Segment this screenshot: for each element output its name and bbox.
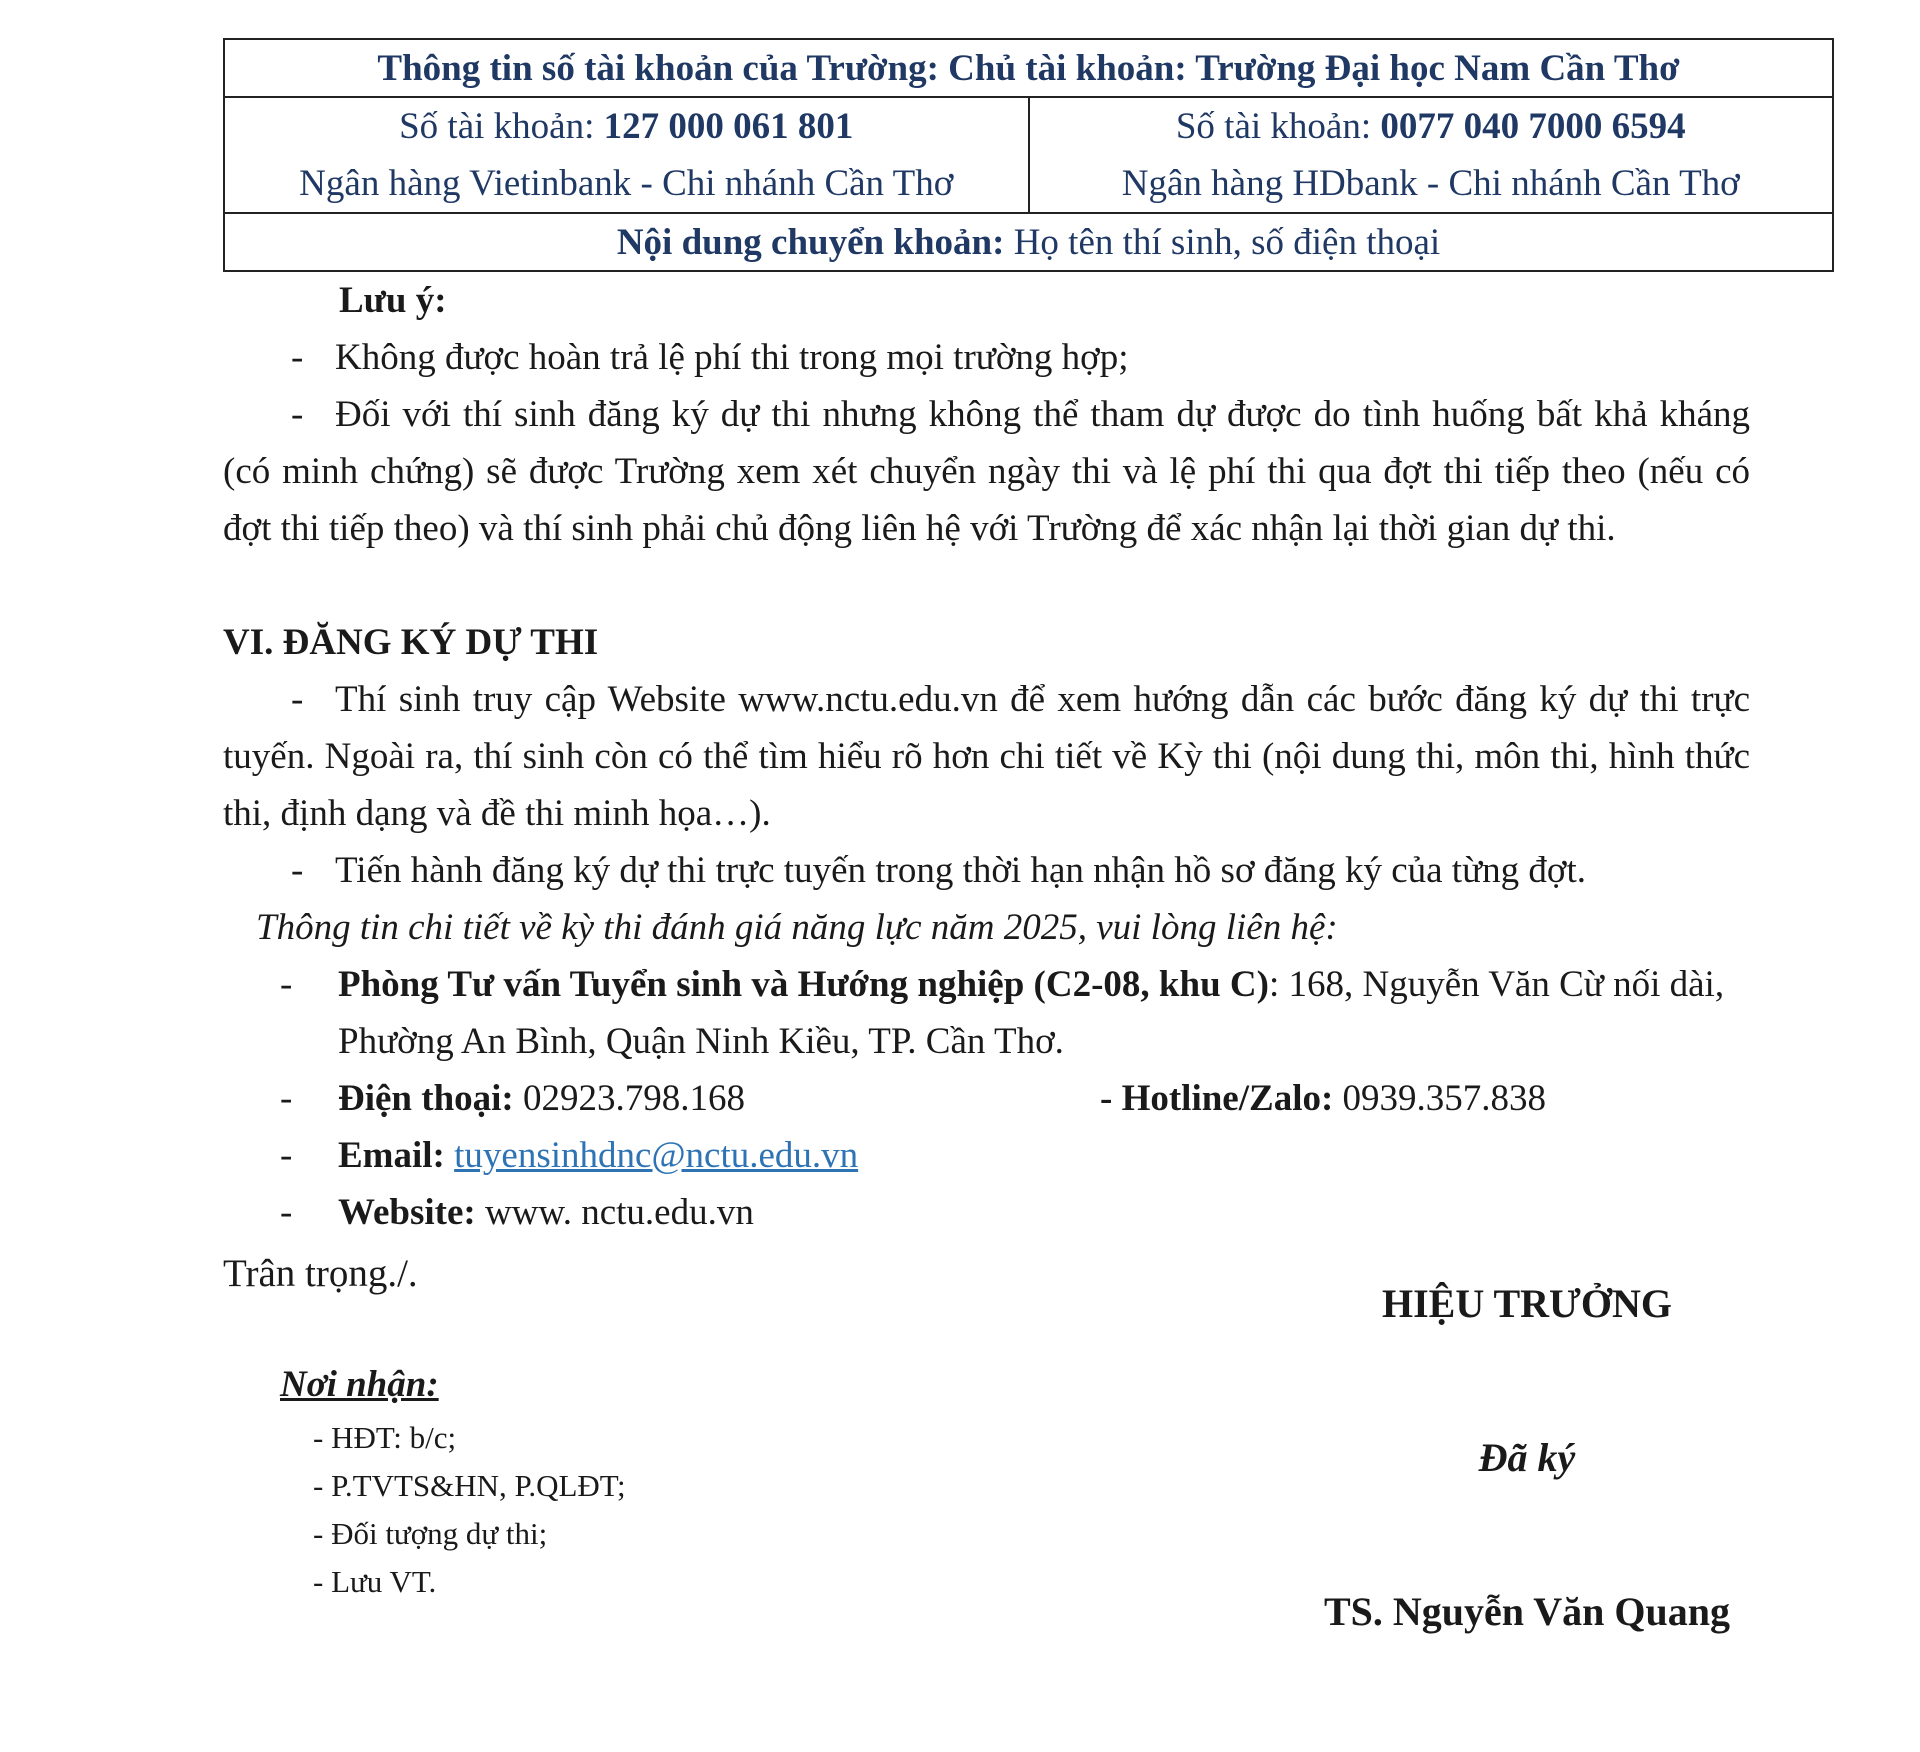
hotline-label: - Hotline/Zalo: [1100, 1078, 1334, 1119]
website-value: www. nctu.edu.vn [475, 1192, 754, 1233]
section-heading: VI. ĐĂNG KÝ DỰ THI [223, 622, 599, 663]
transfer-content-cell [224, 213, 1833, 271]
hdbank-account-number: 0077 040 7000 6594 [1380, 106, 1686, 147]
contact-phone: - Điện thoại: 02923.798.168 - Hotline/Zalo: 0939.357.838 [280, 1070, 1750, 1127]
email-label: Email: [338, 1135, 445, 1176]
note-item: - Đối với thí sinh đăng ký dự thi nhưng không thể tham dự được do tình huống bất khả kháng (có minh chứng) sẽ được Trường xem xét chuyển ngày thi và lệ phí thi qua đợt thi tiếp theo (nếu có đợt thi tiếp theo) và thí sinh phải chủ động liên hệ với Trường để xác nhận lại thời gian dự thi. [223, 394, 1750, 549]
phone-label: Điện thoại: [338, 1078, 514, 1119]
recipient-item: - Lưu VT. [313, 1564, 437, 1599]
website-label: Website: [338, 1192, 476, 1233]
closing: Trân trọng./. [223, 1252, 418, 1295]
recipient-item: - Đối tượng dự thi; [313, 1516, 548, 1551]
signature-title: HIỆU TRƯỞNG [1381, 1281, 1673, 1326]
phone-value: 02923.798.168 [513, 1078, 745, 1119]
account-label: Số tài khoản: [1175, 106, 1381, 147]
recipient-item: - HĐT: b/c; [313, 1420, 457, 1455]
hdbank-name: Ngân hàng HDbank - Chi nhánh Cần Thơ [1121, 163, 1740, 204]
office-label: Phòng Tư vấn Tuyển sinh và Hướng nghiệp (C2-08, khu C) [338, 964, 1269, 1005]
contact-hotline [1100, 1070, 1546, 1127]
contact-email: - Email: tuyensinhdnc@nctu.edu.vn [280, 1135, 859, 1176]
section-item: - Tiến hành đăng ký dự thi trực tuyến trong thời hạn nhận hồ sơ đăng ký của từng đợt. [291, 850, 1586, 891]
contact-intro: Thông tin chi tiết về kỳ thi đánh giá năng lực năm 2025, vui lòng liên hệ: [256, 907, 1338, 948]
contact-website: - Website: www. nctu.edu.vn [280, 1192, 754, 1233]
bank-account-table [223, 38, 1834, 272]
signer-name: TS. Nguyễn Văn Quang [1323, 1589, 1731, 1634]
transfer-label: Nội dung chuyển khoản: [616, 221, 1005, 263]
note-title: Lưu ý: [339, 280, 447, 321]
contact-office: - Phòng Tư vấn Tuyển sinh và Hướng nghiệp (C2-08, khu C): 168, Nguyễn Văn Cừ nối dài, Phường An Bình, Quận Ninh Kiều, TP. Cần Thơ. [280, 964, 1725, 1062]
hotline-value: 0939.357.838 [1333, 1078, 1547, 1119]
transfer-value: Họ tên thí sinh, số điện thoại [1004, 221, 1441, 263]
bank-table-header: Thông tin số tài khoản của Trường: Chủ tài khoản: Trường Đại học Nam Cần Thơ [224, 39, 1833, 97]
vietinbank-cell [224, 97, 1029, 213]
section-item: - Thí sinh truy cập Website www.nctu.edu.vn để xem hướng dẫn các bước đăng ký dự thi trực tuyến. Ngoài ra, thí sinh còn có thể tìm hiểu rõ hơn chi tiết về Kỳ thi (nội dung thi, môn thi, hình thức thi, định dạng và đề thi minh họa…). [223, 679, 1750, 834]
email-link[interactable]: tuyensinhdnc@nctu.edu.vn [454, 1135, 859, 1176]
account-label: Số tài khoản: [399, 106, 604, 147]
vietinbank-name: Ngân hàng Vietinbank - Chi nhánh Cần Thơ [299, 163, 954, 204]
recipient-item: - P.TVTS&HN, P.QLĐT; [313, 1468, 626, 1503]
office-address: : 168, Nguyễn Văn Cừ nối dài, Phường An Bình, Quận Ninh Kiều, TP. Cần Thơ. [338, 964, 1725, 1062]
signature-signed: Đã ký [1478, 1435, 1576, 1480]
hdbank-cell [1029, 97, 1834, 213]
vietinbank-account-number: 127 000 061 801 [603, 106, 854, 147]
note-item: - Không được hoàn trả lệ phí thi trong mọi trường hợp; [291, 337, 1129, 378]
recipients-title: Nơi nhận: [280, 1364, 439, 1405]
